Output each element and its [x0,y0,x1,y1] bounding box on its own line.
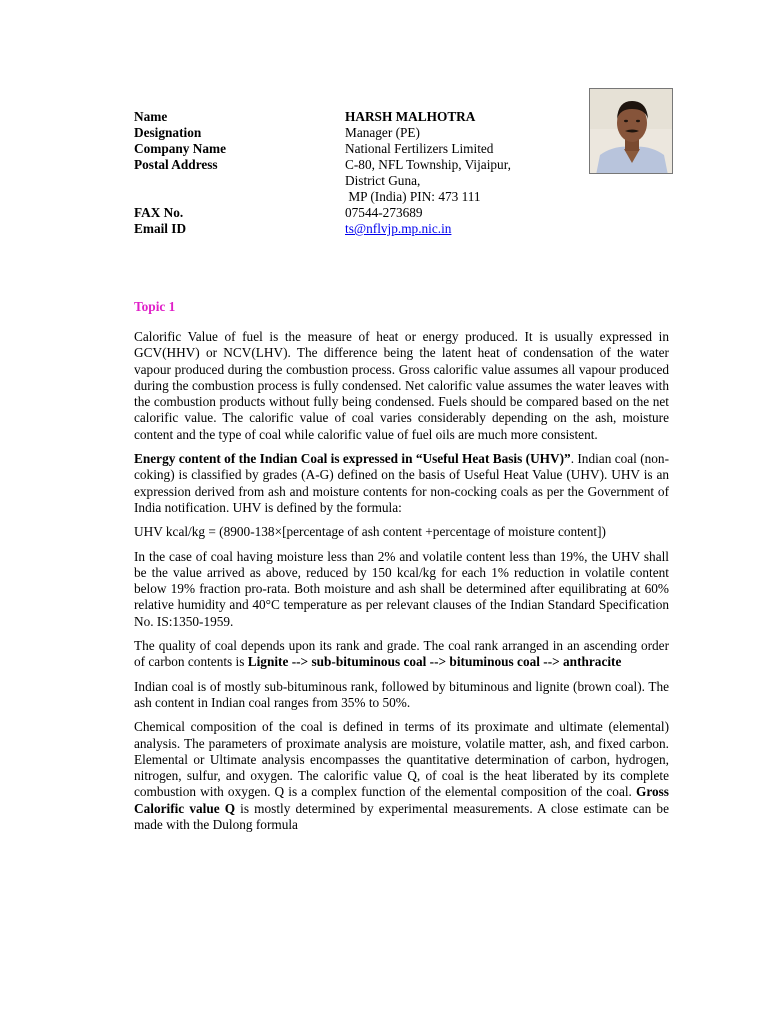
paragraph-uhv-intro [134,451,669,516]
name-row [134,109,534,125]
paragraph-chemical-composition [134,719,669,833]
profile-photo [589,88,673,174]
fax-row [134,205,534,221]
address-line-1: C-80, NFL Township, Vijaipur, [345,157,511,172]
paragraph-calorific-value: Calorific Value of fuel is the measure of heat or energy produced. It is usually expressed in GCV(HHV) or NCV(LHV). The difference being the latent heat of condensation of the water vapour produced during the combustion process. Gross calorific value assumes all vapour produced during the combustion process is fully condensed. Net calorific value assumes the water leaves with the combustion products without fully being condensed. Fuels should be compared based on the net calorific value. The calorific value of coal varies considerably depending on the ash, moisture content and the type of coal while calorific value of fuel oils are much more consistent. [134,329,669,442]
company-row [134,141,534,157]
address-line-2: District Guna, [345,173,421,188]
chemical-text-end: is mostly determined by experimental measurements. A close estimate can be made with the Dulong formula [134,800,669,833]
profile-block [134,109,534,237]
designation-label: Designation [134,125,202,140]
fax-label: FAX No. [134,205,184,220]
company-value: National Fertilizers Limited [345,141,494,156]
coal-rank-text: The quality of coal depends upon its rank and grade. The coal rank arranged in an ascending order of carbon contents is [134,638,669,670]
fax-value: 07544-273689 [345,205,423,220]
coal-rank-bold: Lignite --> sub-bituminous coal --> bituminous coal --> anthracite [247,654,622,670]
chemical-text-start: Chemical composition of the coal is defined in terms of its proximate and ultimate (elemental) analysis. The parameters of proximate analysis are moisture, volatile matter, ash, and fixed carbon. Elemental or Ultimate analysis encompasses the quantitative determination of carbon, hydrogen, nitrogen, sulfur, and oxygen. The calorific value Q, of coal is the heat liberated by its complete combustion with oxygen. Q is a complex function of the elemental composition of the coal. [134,719,669,800]
designation-value: Manager (PE) [345,125,420,140]
address-label: Postal Address [134,157,218,172]
address-line-3: MP (India) PIN: 473 111 [345,189,481,204]
designation-row [134,125,534,141]
article-body [134,329,669,841]
name-label: Name [134,109,168,124]
uhv-text: . Indian coal (non-coking) is classified by grades (A-G) defined on the basis of Useful Heat Value (UHV). UHV is an expression derived from ash and moisture contents for non-cocking coals as per the Government of India notification. UHV is defined by the formula: [134,451,670,515]
uhv-bold-text: Energy content of the Indian Coal is expressed in “Useful Heat Basis (UHV)” [134,451,571,467]
topic-heading: Topic 1 [134,299,176,314]
company-label: Company Name [134,141,226,156]
email-label: Email ID [134,221,187,236]
address-row [134,157,534,173]
portrait-image [590,89,673,174]
gross-calorific-bold: Gross Calorific value Q [134,784,669,816]
name-value: HARSH MALHOTRA [345,109,476,124]
paragraph-uhv-formula: UHV kcal/kg = (8900-138×[percentage of ash content +percentage of moisture content]) [134,524,606,540]
email-row [134,221,534,237]
address-row-3 [134,189,534,205]
paragraph-moisture: In the case of coal having moisture less than 2% and volatile content less than 19%, the UHV shall be the value arrived as above, reduced by 150 kcal/kg for each 1% reduction in volatile content below 19% fraction pro-rata. Both moisture and ash shall be determined after equilibrating at 60% relative humidity and 40°C temperature as per relevant clauses of the Indian Standard Specification No. IS:1350-1959. [134,548,669,629]
email-link[interactable]: ts@nflvjp.mp.nic.in [345,221,452,236]
paragraph-coal-rank [134,638,669,671]
paragraph-indian-coal: Indian coal is of mostly sub-bituminous rank, followed by bituminous and lignite (brown coal). The ash content in Indian coal ranges from 35% to 50%. [134,678,669,710]
address-row-2 [134,173,534,189]
